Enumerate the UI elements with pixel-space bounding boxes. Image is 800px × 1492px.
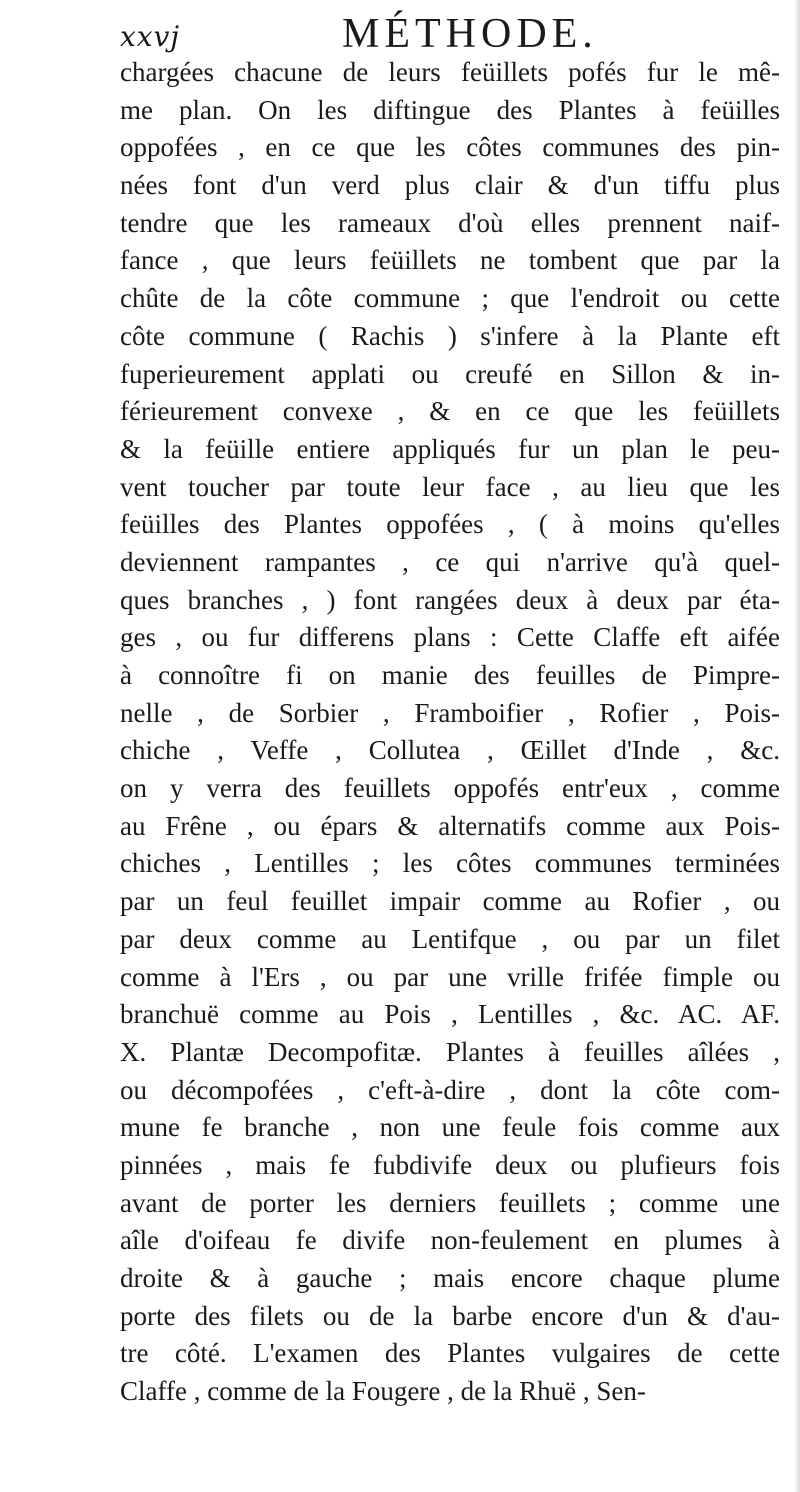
text-line: droite & à gauche ; mais encore chaque plume xyxy=(120,1263,780,1293)
text-line: fance , que leurs feüillets ne tombent que par la xyxy=(120,245,780,276)
text-line: fuperieurement applati ou creufé en Sillon & in- xyxy=(120,358,780,389)
text-line: chiche , Veffe , Collutea , Œillet d'Inde , &c. xyxy=(120,735,780,766)
text-line: chûte de la côte commune ; que l'endroit ou cette xyxy=(120,283,780,314)
running-title: MÉTHODE. xyxy=(342,11,598,57)
text-line: branchuë comme au Pois , Lentilles , &c. AC. AF. xyxy=(120,999,780,1030)
page-header xyxy=(120,8,780,58)
text-line: férieurement convexe , & en ce que les feüillets xyxy=(120,396,780,427)
text-line: chiches , Lentilles ; les côtes communes terminées xyxy=(120,848,780,879)
text-line: comme à l'Ers , ou par une vrille frifée fimple ou xyxy=(120,961,780,992)
text-line: ou décompofées , c'eft-à-dire , dont la côte com- xyxy=(120,1074,780,1105)
text-line: deviennent rampantes , ce qui n'arrive qu'à quel- xyxy=(120,546,780,577)
text-line: on y verra des feuillets oppofés entr'eux , comme xyxy=(120,773,780,804)
text-line: nelle , de Sorbier , Framboifier , Rofier , Pois- xyxy=(120,697,780,728)
text-line: me plan. On les diftingue des Plantes à feüilles xyxy=(120,94,780,125)
text-line: aîle d'oifeau fe divife non-feulement en plumes à xyxy=(120,1225,780,1256)
text-line: tre côté. L'examen des Plantes vulgaires de cette xyxy=(120,1338,780,1369)
text-line: ges , ou fur differens plans : Cette Claffe eft aifée xyxy=(120,622,780,653)
page-number: xxvj xyxy=(120,20,181,53)
text-line: nées font d'un verd plus clair & d'un tiffu plus xyxy=(120,170,780,201)
text-line: & la feüille entiere appliqués fur un plan le peu- xyxy=(120,433,780,464)
text-line: oppofées , en ce que les côtes communes des pin- xyxy=(120,132,780,163)
text-line: vent toucher par toute leur face , au lieu que les xyxy=(120,471,780,502)
text-line: à connoître fi on manie des feuilles de Pimpre- xyxy=(120,660,780,690)
page-edge-shadow xyxy=(794,0,800,1492)
text-line: feüilles des Plantes oppofées , ( à moins qu'elles xyxy=(120,509,780,540)
text-line: par deux comme au Lentifque , ou par un filet xyxy=(120,923,780,954)
text-line: tendre que les rameaux d'où elles prennent naif- xyxy=(120,207,780,238)
text-line: ques branches , ) font rangées deux à deux par éta- xyxy=(120,584,780,615)
text-line: côte commune ( Rachis ) s'infere à la Plante eft xyxy=(120,320,780,351)
text-line: au Frêne , ou épars & alternatifs comme aux Pois- xyxy=(120,810,780,841)
text-line: chargées chacune de leurs feüillets pofés fur le mê- xyxy=(120,57,780,87)
text-line: par un feul feuillet impair comme au Rofier , ou xyxy=(120,886,780,917)
text-line: X. Plantæ Decompofitæ. Plantes à feuilles aîlées , xyxy=(120,1036,780,1067)
text-line: Claffe , comme de la Fougere , de la Rhuë , Sen- xyxy=(120,1376,646,1407)
body-text xyxy=(120,54,780,1411)
text-line: pinnées , mais fe fubdivife deux ou plufieurs fois xyxy=(120,1149,780,1180)
text-line: avant de porter les derniers feuillets ; comme une xyxy=(120,1187,780,1218)
text-line: mune fe branche , non une feule fois comme aux xyxy=(120,1112,780,1143)
text-line: porte des filets ou de la barbe encore d'un & d'au- xyxy=(120,1300,780,1331)
